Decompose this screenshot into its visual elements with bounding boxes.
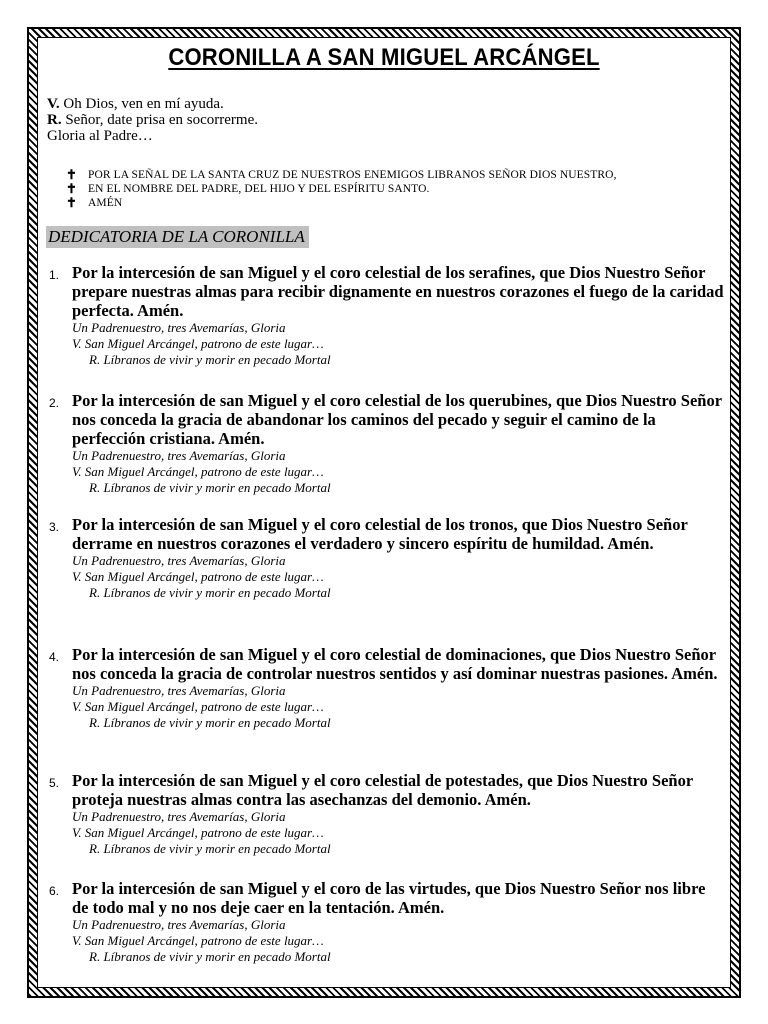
cross-text: EN EL NOMBRE DEL PADRE, DEL HIJO Y DEL ESPÍRITU SANTO.	[88, 183, 430, 195]
cross-line	[66, 196, 617, 210]
salutation-text: Por la intercesión de san Miguel y el coro de las virtudes, que Dios Nuestro Señor nos libre de todo mal y no nos deje caer en la tentación. Amén.	[72, 879, 706, 917]
salutation-text: Por la intercesión de san Miguel y el coro celestial de los querubines, que Dios Nuestro Señor nos conceda la gracia de abandonar los caminos del pecado y seguir el camino de la perfección cristiana. Amén.	[72, 391, 722, 448]
prayers-note: Un Padrenuestro, tres Avemarías, Gloria	[72, 320, 286, 335]
salutation-text: Por la intercesión de san Miguel y el coro celestial de potestades, que Dios Nuestro Señor proteja nuestras almas contra las asechanzas del demonio. Amén.	[72, 771, 693, 809]
versicle-note: V. San Miguel Arcángel, patrono de este lugar…	[72, 464, 324, 479]
versicle-text: Oh Dios, ven en mí ayuda.	[59, 96, 224, 112]
salutation-number: 1.	[49, 268, 60, 282]
cross-invocations	[66, 168, 617, 210]
salutation-text: Por la intercesión de san Miguel y el coro celestial de los tronos, que Dios Nuestro Señor derrame en nuestros corazones el verdadero y sincero espíritu de humildad. Amén.	[72, 515, 688, 553]
prayers-note: Un Padrenuestro, tres Avemarías, Gloria	[72, 448, 286, 463]
cross-icon: ✝	[66, 181, 77, 196]
salutation-text: Por la intercesión de san Miguel y el coro celestial de los serafines, que Dios Nuestro Señor prepare nuestras almas para recibir dignamente en nuestros corazones el fuego de la caridad perfecta. Amén.	[72, 263, 724, 320]
versicle-marker: V.	[47, 96, 60, 112]
response-note: R. Líbranos de vivir y morir en pecado Mortal	[89, 352, 331, 367]
salutation-item	[46, 515, 726, 601]
page-title: CORONILLA A SAN MIGUEL ARCÁNGEL	[168, 44, 600, 71]
cross-text: POR LA SEÑAL DE LA SANTA CRUZ DE NUESTROS ENEMIGOS LIBRANOS SEÑOR DIOS NUESTRO,	[88, 169, 617, 181]
dedication-heading: DEDICATORIA DE LA CORONILLA	[46, 226, 309, 248]
opening-versicles	[47, 96, 258, 144]
cross-line	[66, 168, 617, 182]
cross-icon: ✝	[66, 195, 77, 210]
versicle-note: V. San Miguel Arcángel, patrono de este lugar…	[72, 825, 324, 840]
response-line	[47, 112, 258, 128]
versicle-note: V. San Miguel Arcángel, patrono de este lugar…	[72, 569, 324, 584]
response-note: R. Líbranos de vivir y morir en pecado Mortal	[89, 949, 331, 964]
versicle-note: V. San Miguel Arcángel, patrono de este lugar…	[72, 933, 324, 948]
salutation-number: 4.	[49, 650, 60, 664]
salutation-number: 2.	[49, 396, 60, 410]
response-marker: R.	[47, 112, 62, 128]
gloria-line: Gloria al Padre…	[47, 128, 153, 144]
response-note: R. Líbranos de vivir y morir en pecado Mortal	[89, 480, 331, 495]
cross-text: AMÉN	[88, 197, 123, 209]
response-note: R. Líbranos de vivir y morir en pecado Mortal	[89, 841, 331, 856]
response-text: Señor, date prisa en socorrerme.	[61, 112, 258, 128]
prayers-note: Un Padrenuestro, tres Avemarías, Gloria	[72, 553, 286, 568]
response-note: R. Líbranos de vivir y morir en pecado Mortal	[89, 585, 331, 600]
salutation-item	[46, 645, 726, 731]
versicle-note: V. San Miguel Arcángel, patrono de este lugar…	[72, 336, 324, 351]
salutation-item	[46, 391, 726, 496]
response-note: R. Líbranos de vivir y morir en pecado Mortal	[89, 715, 331, 730]
prayers-note: Un Padrenuestro, tres Avemarías, Gloria	[72, 683, 286, 698]
versicle-note: V. San Miguel Arcángel, patrono de este lugar…	[72, 699, 324, 714]
salutation-number: 5.	[49, 776, 60, 790]
salutation-number: 3.	[49, 520, 60, 534]
salutation-item	[46, 879, 726, 965]
salutation-item	[46, 771, 726, 857]
prayers-note: Un Padrenuestro, tres Avemarías, Gloria	[72, 917, 286, 932]
salutation-number: 6.	[49, 884, 60, 898]
salutation-item	[46, 263, 726, 368]
prayers-note: Un Padrenuestro, tres Avemarías, Gloria	[72, 809, 286, 824]
versicle-line	[47, 96, 258, 112]
cross-icon: ✝	[66, 167, 77, 182]
salutation-text: Por la intercesión de san Miguel y el coro celestial de dominaciones, que Dios Nuestro Señor nos conceda la gracia de controlar nuestros sentidos y así dominar nuestras pasiones. Amén.	[72, 645, 718, 683]
cross-line	[66, 182, 617, 196]
